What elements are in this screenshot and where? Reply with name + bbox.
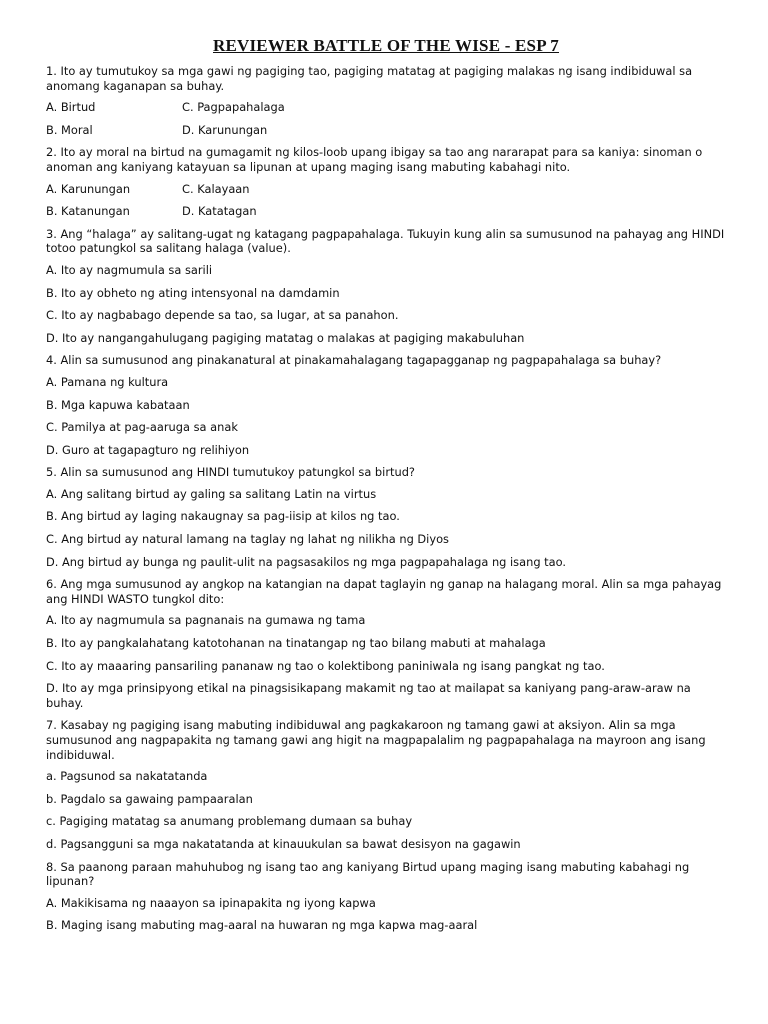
option-d: d. Pagsangguni sa mga nakatatanda at kinauukulan sa bawat desisyon na gagawin [46, 836, 521, 851]
option-a: A. Ito ay nagmumula sa pagnanais na gumawa ng tama [46, 613, 366, 628]
question-2: 2. Ito ay moral na birtud na gumagamit ng kilos-loob upang ibigay sa tao ang nararapat para sa kaniya: sinoman o anoman ang kaniyang katayuan sa lipunan at upang maging isang mabuting kabahagi nito. [46, 145, 703, 174]
option-b: B. Ito ay pangkalahatang katotohanan na tinatangap ng tao bilang mabuti at mahalaga [46, 636, 546, 651]
option-a: A. Ang salitang birtud ay galing sa salitang Latin na virtus [46, 486, 377, 501]
option-a: A. Ito ay nagmumula sa sarili [46, 262, 213, 277]
option-b: B. Ang birtud ay laging nakaugnay sa pag-iisip at kilos ng tao. [46, 509, 400, 524]
option-d: D. Ang birtud ay bunga ng paulit-ulit na pagsasakilos ng mga pagpapahalaga ng isang tao. [46, 554, 567, 569]
question-6: 6. Ang mga sumusunod ay angkop na katangian na dapat taglayin ng ganap na halagang moral. Alin sa mga pahayag ang HINDI WASTO tungkol dito: [46, 577, 722, 606]
option-a: A. Pamana ng kultura [46, 374, 169, 389]
option-d: D. Guro at tagapagturo ng relihiyon [46, 442, 250, 457]
option-d: D. Katatagan [182, 204, 257, 219]
option-b: B. Ito ay obheto ng ating intensyonal na damdamin [46, 285, 340, 300]
question-1: 1. Ito ay tumutukoy sa mga gawi ng pagiging tao, pagiging matatag at pagiging malakas ng isang indibiduwal sa anomang kaganapan sa buhay. [46, 64, 693, 93]
option-b: B. Katanungan [46, 204, 130, 219]
option-c: C. Ito ay nagbabago depende sa tao, sa lugar, at sa panahon. [46, 308, 399, 323]
question-5: 5. Alin sa sumusunod ang HINDI tumutukoy patungkol sa birtud? [46, 465, 415, 480]
option-d: D. Karunungan [182, 122, 268, 137]
option-a: A. Birtud [46, 100, 96, 115]
question-8: 8. Sa paanong paraan mahuhubog ng isang tao ang kaniyang Birtud upang maging isang mabuting kabahagi ng lipunan? [46, 859, 690, 889]
option-b: b. Pagdalo sa gawaing pampaaralan [46, 791, 253, 806]
option-c: C. Pagpapahalaga [182, 100, 285, 115]
option-b: B. Mga kapuwa kabataan [46, 397, 190, 412]
option-c: C. Pamilya at pag-aaruga sa anak [46, 420, 238, 435]
option-b: B. Maging isang mabuting mag-aaral na huwaran ng mga kapwa mag-aaral [46, 918, 478, 933]
option-row [46, 100, 726, 115]
page-title: REVIEWER BATTLE OF THE WISE - ESP 7 [213, 36, 559, 55]
option-d: D. Ito ay mga prinsipyong etikal na pinagsisikapang makamit ng tao at mailapat sa kaniyang pang-araw-araw na buhay. [46, 681, 691, 710]
option-a: a. Pagsunod sa nakatatanda [46, 769, 208, 784]
question-4: 4. Alin sa sumusunod ang pinakanatural at pinakamahalagang tagapagganap ng pagpapahalaga sa buhay? [46, 353, 662, 368]
option-c: C. Kalayaan [182, 181, 250, 196]
option-a: A. Karunungan [46, 181, 131, 196]
option-row [46, 204, 726, 219]
option-row [46, 182, 726, 197]
option-c: C. Ang birtud ay natural lamang na taglay ng lahat ng nilikha ng Diyos [46, 532, 449, 547]
option-row [46, 123, 726, 138]
option-b: B. Moral [46, 122, 93, 137]
option-c: c. Pagiging matatag sa anumang problemang dumaan sa buhay [46, 814, 413, 829]
option-d: D. Ito ay nangangahulugang pagiging matatag o malakas at pagiging makabuluhan [46, 330, 525, 345]
question-7: 7. Kasabay ng pagiging isang mabuting indibiduwal ang pagkakaroon ng tamang gawi at aksiyon. Alin sa mga sumusunod ang nagpapakita ng tamang gawi ang higit na magpapalalim ng pagpapahalaga na mayroon ang isang indibiduwal. [46, 718, 706, 762]
question-3: 3. Ang “halaga” ay salitang-ugat ng katagang pagpapahalaga. Tukuyin kung alin sa sumusunod na pahayag ang HINDI totoo patungkol sa salitang halaga (value). [46, 226, 725, 256]
option-a: A. Makikisama ng naaayon sa ipinapakita ng iyong kapwa [46, 895, 376, 910]
option-c: C. Ito ay maaaring pansariling pananaw ng tao o kolektibong paniniwala ng isang pangkat ng tao. [46, 658, 605, 673]
